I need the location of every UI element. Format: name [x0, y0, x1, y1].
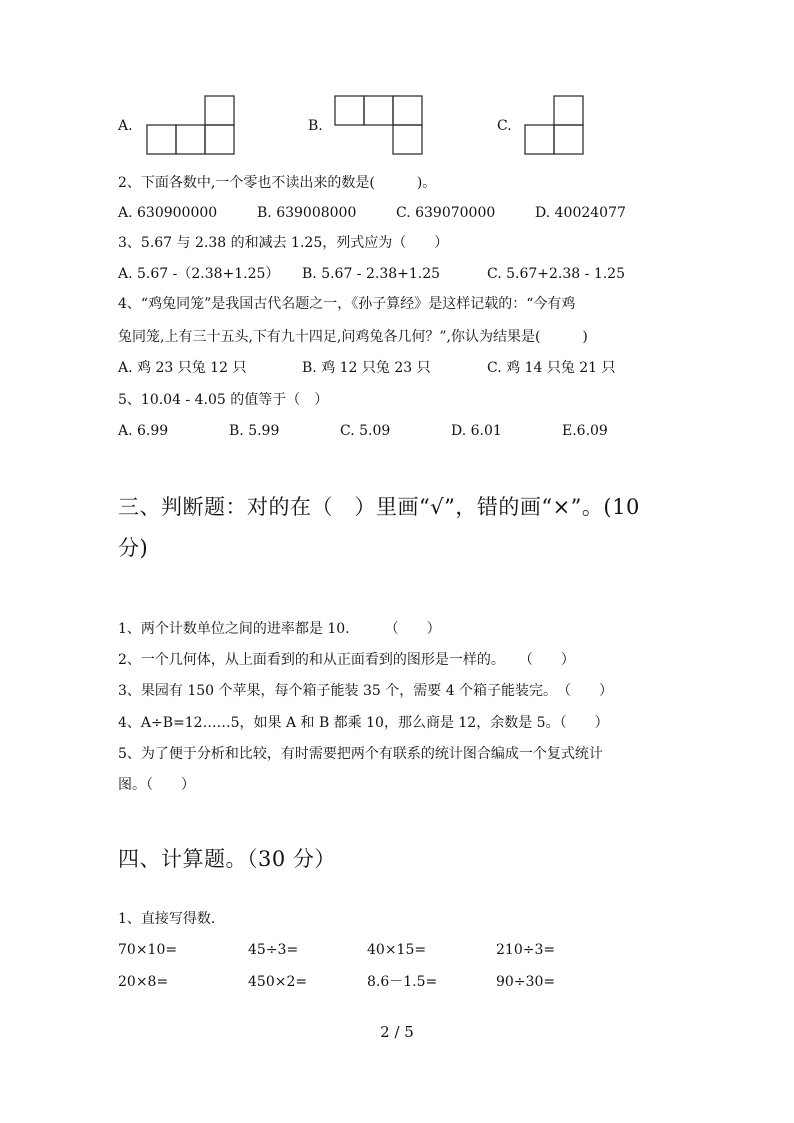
square	[554, 125, 583, 154]
page-number: 2 / 5	[380, 1023, 414, 1041]
q3-option-c: C. 5.67+2.38 - 1.25	[487, 266, 625, 282]
q4-option-c: C. 鸡 14 只兔 21 只	[487, 360, 616, 376]
option-b-figure	[334, 94, 424, 156]
option-a-figure	[146, 94, 236, 156]
judge-item-5: 5、为了便于分析和比较，有时需要把两个有联系的统计图合编成一个复式统计	[118, 746, 603, 762]
square	[393, 125, 422, 154]
judge-item-2: 2、一个几何体，从上面看到的和从正面看到的图形是一样的。 （ ）	[118, 652, 575, 668]
calc-item: 45÷3=	[248, 942, 299, 958]
q5-option-a: A. 6.99	[118, 423, 169, 439]
q2-option-c: C. 639070000	[396, 205, 496, 221]
q2-option-b: B. 639008000	[257, 205, 357, 221]
square	[393, 96, 422, 125]
judge-item-5-cont: 图。（ ）	[118, 777, 195, 793]
square	[335, 96, 364, 125]
judge-item-3: 3、果园有 150 个苹果，每个箱子能装 35 个，需要 4 个箱子能装完。 （ ）	[118, 683, 614, 699]
q3-option-a: A. 5.67 -（2.38+1.25）	[118, 266, 280, 282]
q4-stem-line1: 4、“鸡兔同笼”是我国古代名题之一，《孙子算经》是这样记载的：“今有鸡	[118, 296, 576, 312]
q4-option-b: B. 鸡 12 只兔 23 只	[302, 360, 431, 376]
square	[364, 96, 393, 125]
section3-title-line2: 分)	[118, 536, 149, 560]
calc-item: 210÷3=	[496, 942, 556, 958]
square	[554, 96, 583, 125]
square	[147, 125, 176, 154]
option-a-label: A.	[118, 118, 133, 134]
q4-stem-line2: 兔同笼,上有三十五头,下有九十四足,问鸡兔各几何？”,你认为结果是( )	[118, 329, 588, 345]
q3-option-b: B. 5.67 - 2.38+1.25	[302, 266, 441, 282]
square	[525, 125, 554, 154]
calc-item: 450×2=	[248, 974, 308, 990]
q5-option-b: B. 5.99	[229, 423, 280, 439]
q5-stem: 5、10.04 - 4.05 的值等于（ ）	[118, 392, 329, 408]
option-c-label: C.	[497, 118, 512, 134]
q5-option-d: D. 6.01	[451, 423, 502, 439]
calc-item: 90÷30=	[496, 974, 556, 990]
q4-option-a: A. 鸡 23 只兔 12 只	[118, 360, 247, 376]
q5-option-c: C. 5.09	[340, 423, 391, 439]
judge-item-4: 4、A÷B=12……5，如果 A 和 B 都乘 10，那么商是 12，余数是 5。（ ）	[118, 715, 609, 731]
judge-item-1: 1、两个计数单位之间的进率都是 10. （ ）	[118, 621, 441, 637]
calc-item: 20×8=	[118, 974, 169, 990]
q5-option-e: E.6.09	[562, 423, 608, 439]
section4-sub: 1、直接写得数.	[118, 911, 216, 927]
square	[205, 96, 234, 125]
q3-stem: 3、5.67 与 2.38 的和减去 1.25，列式应为（ ）	[118, 235, 449, 251]
section3-title-line1: 三、判断题：对的在（ ）里画“√”，错的画“×”。(10	[118, 495, 640, 519]
q2-stem: 2、下面各数中,一个零也不读出来的数是( )。	[118, 175, 437, 191]
q2-option-a: A. 630900000	[118, 205, 218, 221]
q2-option-d: D. 40024077	[535, 205, 626, 221]
calc-item: 8.6－1.5=	[367, 974, 438, 990]
square	[205, 125, 234, 154]
calc-item: 70×10=	[118, 942, 178, 958]
option-b-label: B.	[308, 118, 323, 134]
square	[176, 125, 205, 154]
section4-title: 四、计算题。（30 分）	[118, 847, 336, 871]
calc-item: 40×15=	[367, 942, 427, 958]
option-c-figure	[524, 94, 586, 156]
